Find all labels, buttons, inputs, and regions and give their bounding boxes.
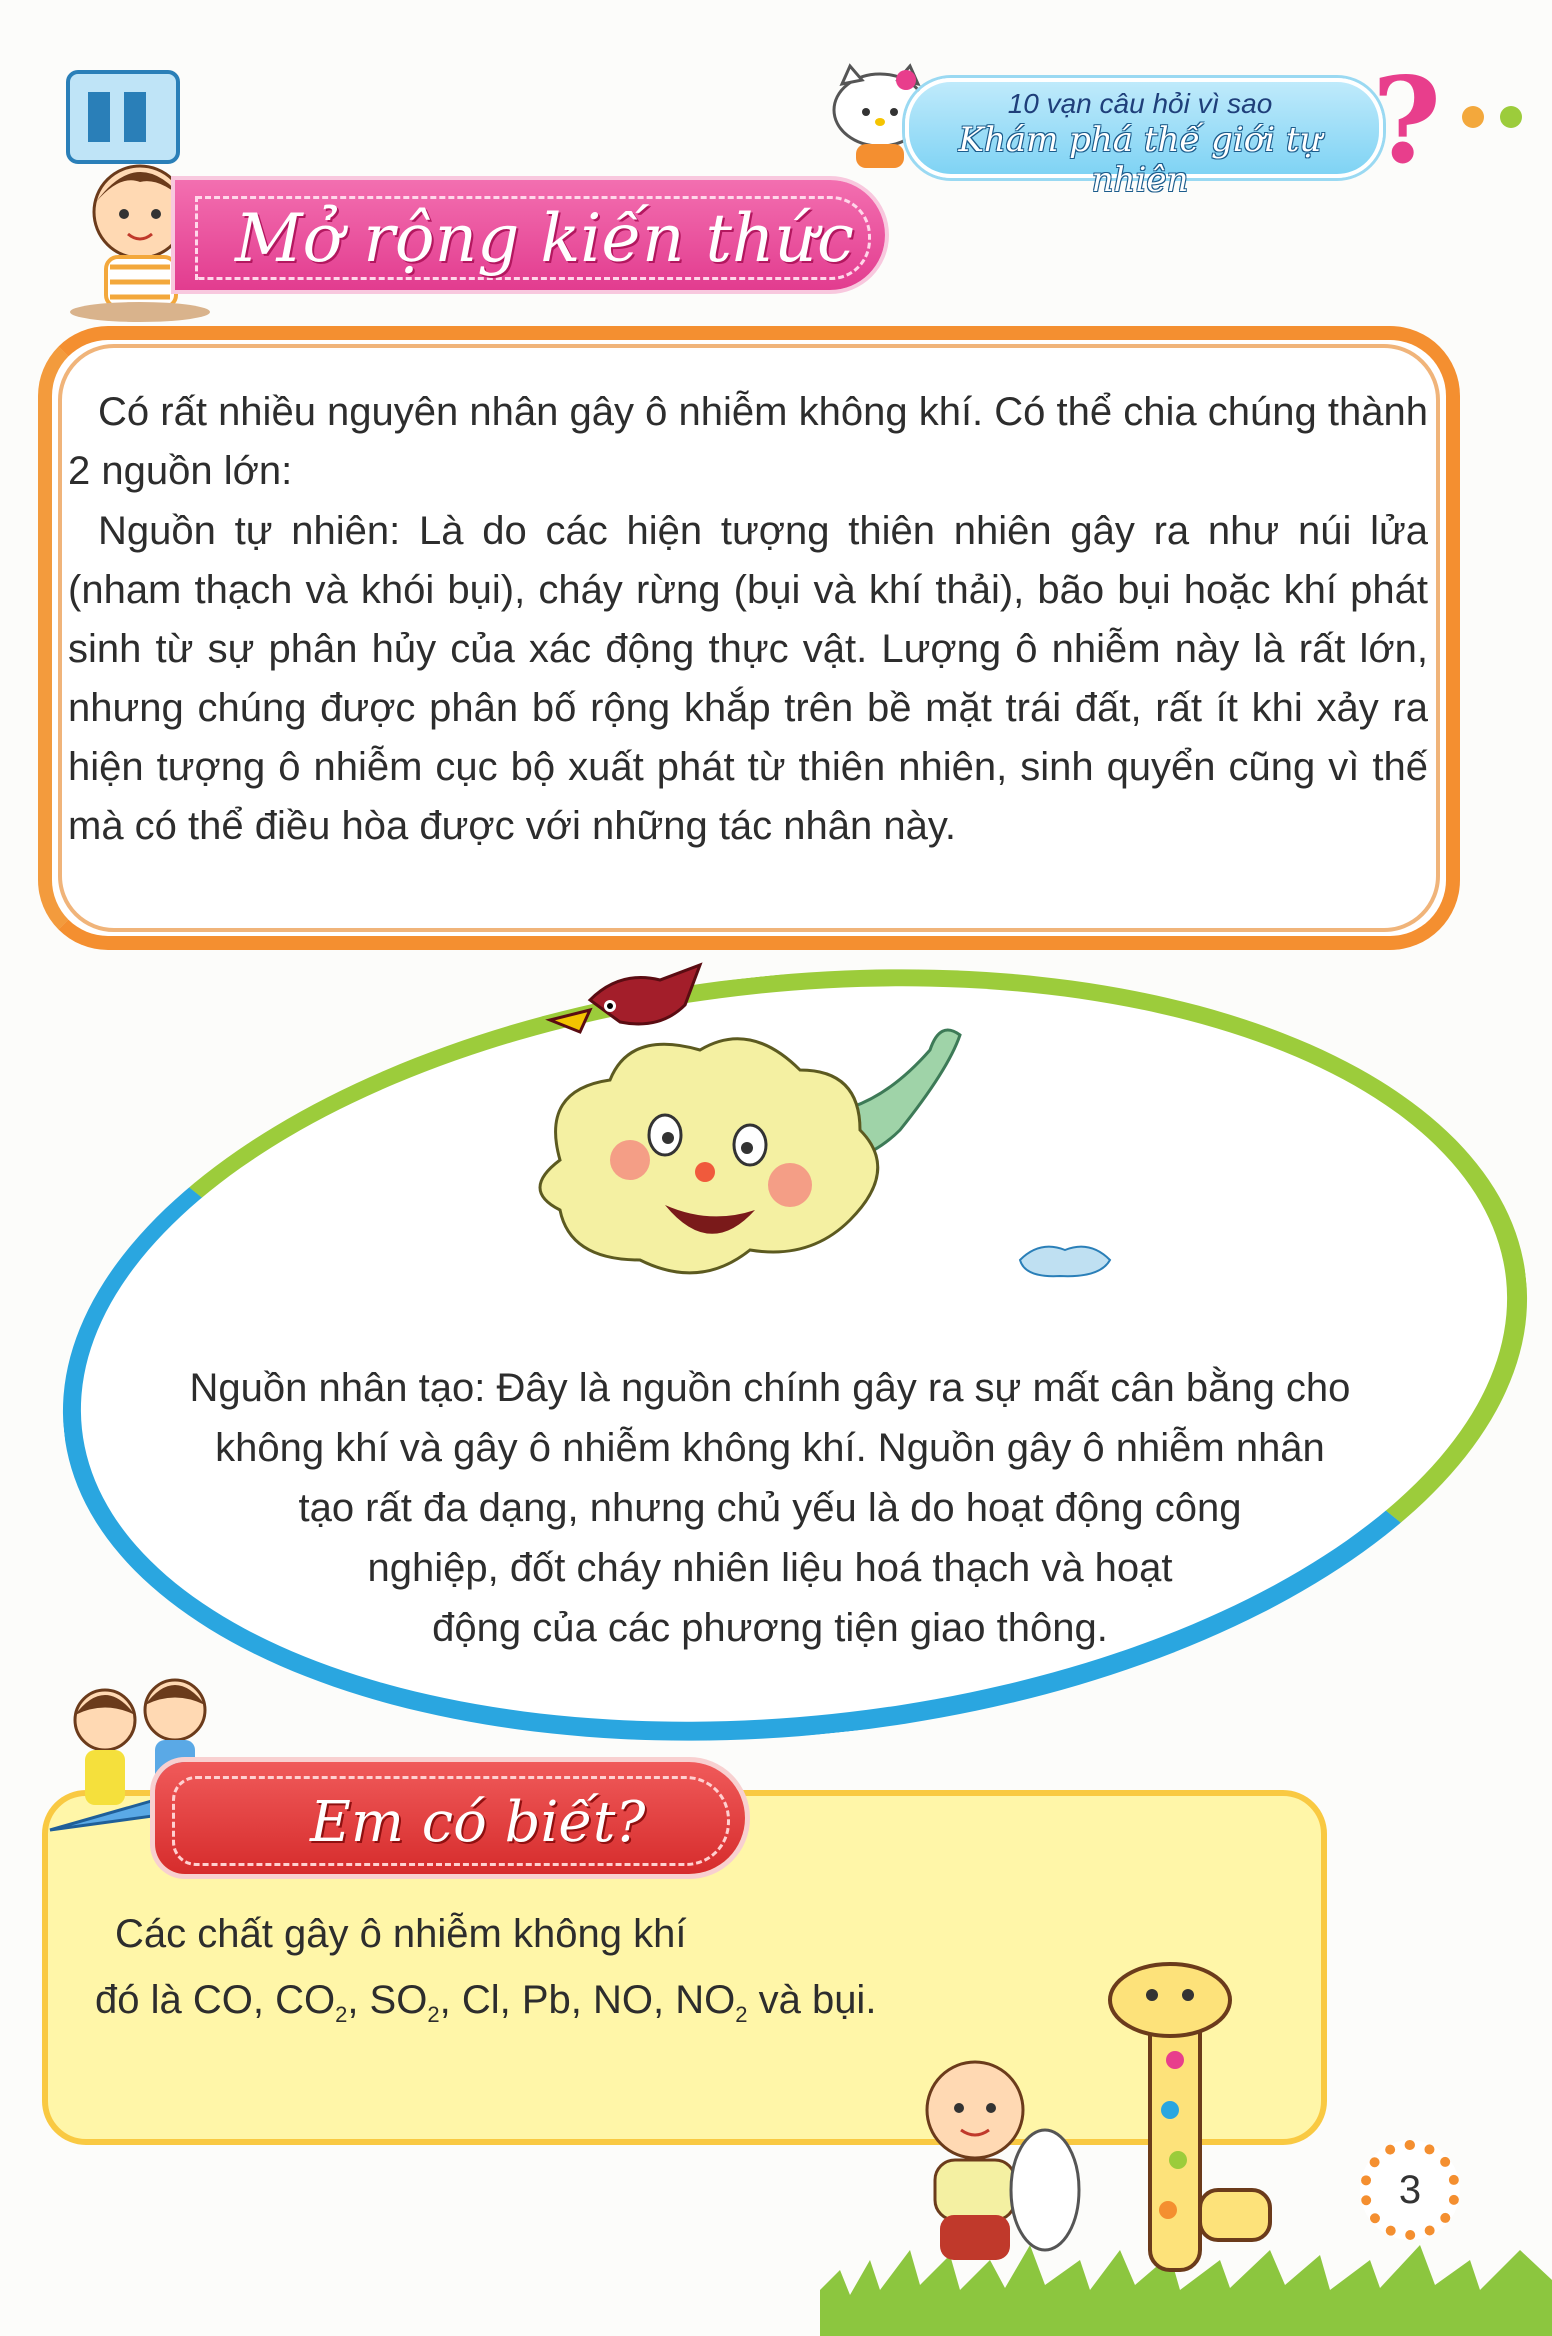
question-mark-icon: ? [1372,51,1442,190]
series-title-line2: Khám phá thế giới tự nhiên [958,120,1322,200]
series-title-line1: 10 vạn câu hỏi vì sao [1007,88,1273,119]
ellipse-line-4: nghiệp, đốt cháy nhiên liệu hoá thạch và hoạt [367,1546,1173,1590]
did-you-know-title: Em có biết? [310,1790,646,1855]
fact-line-2: đó là CO, $CO_2$, $SO_2$, Cl, Pb, NO, $NO_2$ và bụi. [95,1978,877,2027]
fact-line-1: Các chất gây ô nhiễm không khí [115,1912,687,1956]
section-title: Mở rộng kiến thức [235,200,855,277]
ellipse-line-1: Nguồn nhân tạo: Đây là nguồn chính gây ra sự mất cân bằng cho [189,1366,1351,1410]
dot-icon [1500,106,1522,128]
knowledge-paragraph-2: Nguồn tự nhiên: Là do các hiện tượng thiên nhiên gây ra như núi lửa (nham thạch và khói bụi), cháy rừng (bụi và khí thải), bão bụi hoặc khí phát sinh từ sự phân hủy của xác động thực vật. Lượng ô nhiễm này là rất lớn, nhưng chúng được phân bố rộng khắp trên bề mặt trái đất, rất ít khi xảy ra hiện tượng ô nhiễm cục bộ xuất phát từ thiên nhiên, sinh quyển cũng vì thế mà có thể điều hòa được với những tác nhân này. [68,509,1428,848]
smiling-cloud-illustration [460,960,1120,1340]
ellipse-line-5: động của các phương tiện giao thông. [432,1606,1108,1650]
boy-with-dog-illustration [895,2050,1095,2280]
knowledge-paragraph-1: Có rất nhiều nguyên nhân gây ô nhiễm không khí. Có thể chia chúng thành 2 nguồn lớn: [68,390,1428,493]
ellipse-line-3: tạo rất đa dạng, nhưng chủ yếu là do hoạt động công [298,1486,1242,1530]
giraffe-illustration [1080,1950,1320,2290]
page-number: 3 [1360,2140,1460,2240]
dot-icon [1462,106,1484,128]
ellipse-line-2: không khí và gây ô nhiễm không khí. Nguồn gây ô nhiễm nhân [215,1426,1325,1470]
